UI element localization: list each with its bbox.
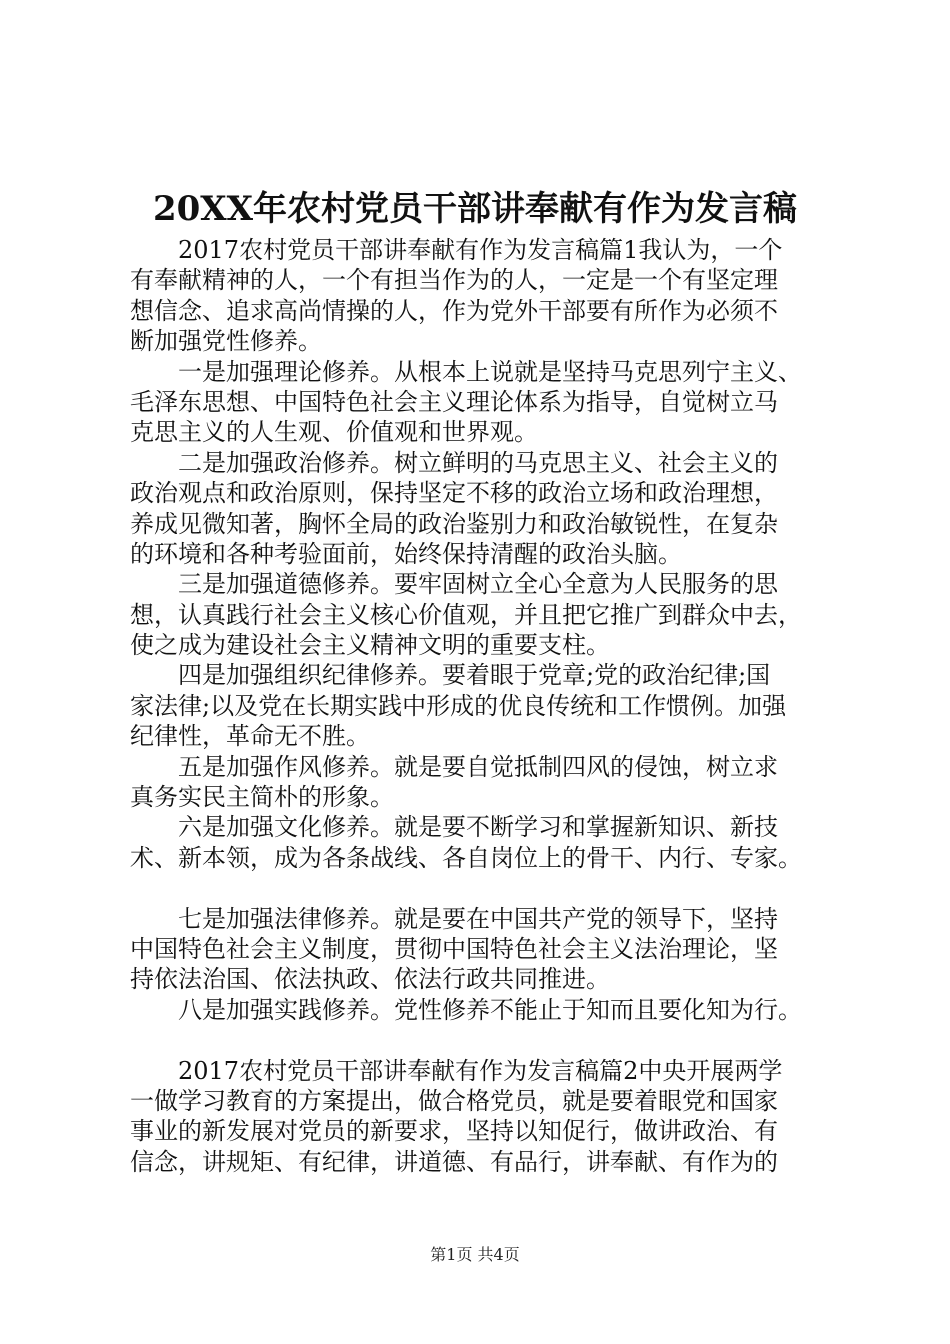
text-line: 想，认真践行社会主义核心价值观，并且把它推广到群众中去， (130, 600, 802, 629)
text-line: 一做学习教育的方案提出，做合格党员，就是要着眼党和国家 (130, 1086, 778, 1115)
text-line: 养成见微知著，胸怀全局的政治鉴别力和政治敏锐性，在复杂 (130, 509, 778, 538)
text-line: 断加强党性修养。 (130, 327, 322, 356)
text-line: 毛泽东思想、中国特色社会主义理论体系为指导，自觉树立马 (130, 387, 778, 416)
text-line: 持依法治国、依法执政、依法行政共同推进。 (130, 965, 610, 994)
text-line: 五是加强作风修养。就是要自觉抵制四风的侵蚀，树立求 (178, 752, 778, 781)
text-line: 2017农村党员干部讲奉献有作为发言稿篇1我认为，一个 (178, 236, 783, 264)
text-line: 一是加强理论修养。从根本上说就是坚持马克思列宁主义、 (178, 357, 802, 386)
document-title: 20XX年农村党员干部讲奉献有作为发言稿 (152, 189, 798, 229)
text-line: 的环境和各种考验面前，始终保持清醒的政治头脑。 (130, 539, 682, 568)
page-footer: 第1页 共4页 (430, 1245, 520, 1264)
text-line: 家法律;以及党在长期实践中形成的优良传统和工作惯例。加强 (130, 691, 787, 720)
text-line: 信念，讲规矩、有纪律，讲道德、有品行，讲奉献、有作为的 (130, 1147, 778, 1176)
text-line: 纪律性，革命无不胜。 (130, 722, 370, 751)
text-line: 克思主义的人生观、价值观和世界观。 (130, 418, 538, 447)
text-line: 四是加强组织纪律修养。要着眼于党章;党的政治纪律;国 (178, 661, 771, 690)
text-line: 中国特色社会主义制度，贯彻中国特色社会主义法治理论，坚 (130, 934, 778, 963)
text-line: 术、新本领，成为各条战线、各自岗位上的骨干、内行、专家。 (130, 843, 802, 872)
text-line: 有奉献精神的人，一个有担当作为的人，一定是一个有坚定理 (130, 266, 778, 295)
text-line: 政治观点和政治原则，保持坚定不移的政治立场和政治理想， (130, 479, 778, 508)
blank-line (130, 1025, 842, 1055)
text-line: 事业的新发展对党员的新要求，坚持以知促行，做讲政治、有 (130, 1117, 778, 1146)
text-line: 二是加强政治修养。树立鲜明的马克思主义、社会主义的 (178, 448, 778, 477)
text-line: 六是加强文化修养。就是要不断学习和掌握新知识、新技 (178, 813, 778, 842)
document-body (130, 235, 842, 1177)
text-line: 2017农村党员干部讲奉献有作为发言稿篇2中央开展两学 (178, 1056, 783, 1085)
text-line: 七是加强法律修养。就是要在中国共产党的领导下，坚持 (178, 904, 778, 933)
text-line: 使之成为建设社会主义精神文明的重要支柱。 (130, 631, 610, 660)
text-line: 八是加强实践修养。党性修养不能止于知而且要化知为行。 (178, 995, 802, 1024)
blank-line (130, 873, 842, 903)
text-line: 真务实民主简朴的形象。 (130, 783, 394, 812)
text-line: 想信念、追求高尚情操的人，作为党外干部要有所作为必须不 (130, 296, 778, 325)
text-line: 三是加强道德修养。要牢固树立全心全意为人民服务的思 (178, 570, 778, 599)
